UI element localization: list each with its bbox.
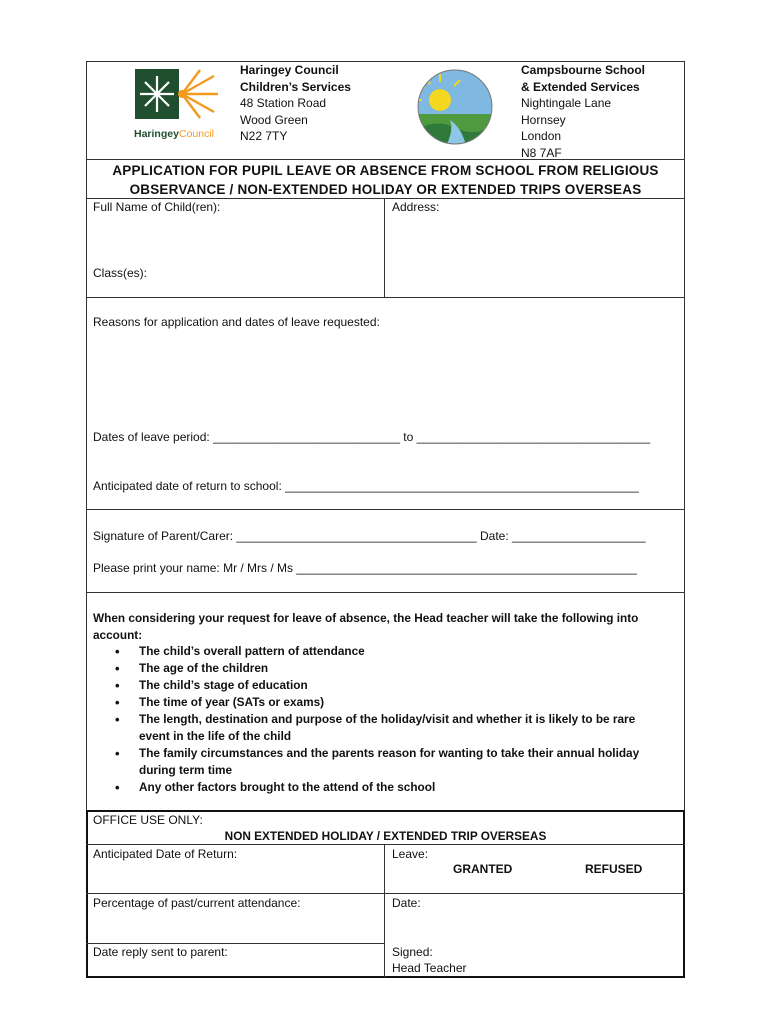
office-heading: OFFICE USE ONLY: bbox=[93, 813, 203, 827]
reasons-field[interactable] bbox=[90, 334, 680, 424]
full-name-label: Full Name of Child(ren): bbox=[93, 200, 221, 214]
council-address bbox=[240, 62, 351, 145]
leave-dates-line[interactable]: Dates of leave period: ____________________________ to ___________________________________ bbox=[93, 430, 651, 444]
full-name-field[interactable] bbox=[90, 216, 380, 262]
criteria-section bbox=[93, 610, 681, 796]
criteria-intro-line1: When considering your request for leave of absence, the Head teacher will take the following into bbox=[93, 611, 639, 625]
class-field[interactable] bbox=[150, 264, 380, 294]
school-area: Hornsey bbox=[521, 112, 566, 127]
print-name-line[interactable]: Please print your name: Mr / Mrs / Ms ___________________________________________________ bbox=[93, 561, 637, 575]
school-address bbox=[521, 62, 645, 161]
school-city: London bbox=[521, 129, 562, 143]
office-bottom-border bbox=[86, 976, 685, 978]
details-divider bbox=[86, 297, 685, 298]
office-return-label: Anticipated Date of Return: bbox=[93, 847, 238, 861]
office-signed-label: Signed: bbox=[392, 945, 433, 959]
return-date-line[interactable]: Anticipated date of return to school: _____________________________________________________ bbox=[93, 479, 639, 493]
office-date-label: Date: bbox=[392, 896, 421, 910]
school-postcode: N8 7AF bbox=[521, 145, 562, 160]
office-row1-divider bbox=[86, 893, 685, 894]
signature-divider bbox=[86, 592, 685, 593]
svg-text:Haringey: Haringey bbox=[134, 128, 179, 140]
list-item: • The age of the children bbox=[139, 660, 681, 677]
school-logo bbox=[416, 68, 494, 146]
list-item: • The length, destination and purpose of the holiday/visit and whether it is likely to be rare event in the life of the child bbox=[139, 711, 681, 745]
signature-line[interactable]: Signature of Parent/Carer: ____________________________________ Date: ____________________ bbox=[93, 529, 646, 543]
list-item: • The time of year (SATs or exams) bbox=[139, 694, 681, 711]
office-header-divider bbox=[86, 844, 685, 845]
svg-text:Council: Council bbox=[179, 128, 215, 140]
list-item: • The family circumstances and the parents reason for wanting to take their annual holiday during term time bbox=[139, 745, 681, 779]
school-name: Campsbourne School bbox=[521, 63, 646, 77]
name-address-divider bbox=[384, 198, 385, 298]
criteria-list bbox=[93, 643, 681, 796]
council-area: Wood Green bbox=[240, 112, 308, 127]
form-title bbox=[87, 161, 684, 199]
list-item: • Any other factors brought to the attend of the school bbox=[139, 779, 681, 796]
outer-right-border bbox=[684, 61, 685, 810]
office-column-divider bbox=[384, 844, 385, 977]
office-subheading: NON EXTENDED HOLIDAY / EXTENDED TRIP OVERSEAS bbox=[224, 829, 547, 843]
address-label: Address: bbox=[392, 200, 440, 214]
refused-option[interactable]: REFUSED bbox=[585, 862, 643, 876]
office-row2-divider-left bbox=[86, 943, 385, 944]
office-leave-label: Leave: bbox=[392, 847, 429, 861]
reasons-label: Reasons for application and dates of leave requested: bbox=[93, 315, 380, 329]
granted-option[interactable]: GRANTED bbox=[453, 862, 513, 876]
reasons-divider bbox=[86, 509, 685, 510]
school-street: Nightingale Lane bbox=[521, 96, 612, 110]
form-title-line1: APPLICATION FOR PUPIL LEAVE OR ABSENCE FROM SCHOOL FROM RELIGIOUS bbox=[112, 163, 659, 178]
logo-sun-rays-icon bbox=[182, 70, 218, 118]
office-top-border bbox=[86, 810, 685, 812]
class-label: Class(es): bbox=[93, 266, 148, 280]
council-street: 48 Station Road bbox=[240, 96, 327, 110]
criteria-intro-line2: account: bbox=[93, 627, 143, 642]
form-title-line2: OBSERVANCE / NON-EXTENDED HOLIDAY OR EXTENDED TRIPS OVERSEAS bbox=[129, 182, 642, 197]
council-postcode: N22 7TY bbox=[240, 129, 288, 143]
address-field[interactable] bbox=[388, 216, 680, 294]
office-attendance-label: Percentage of past/current attendance: bbox=[93, 896, 301, 910]
council-dept: Children’s Services bbox=[240, 79, 351, 94]
list-item: • The child’s overall pattern of attendance bbox=[139, 643, 681, 660]
office-reply-label: Date reply sent to parent: bbox=[93, 945, 228, 959]
office-head-teacher-label: Head Teacher bbox=[392, 961, 467, 975]
school-subtitle: & Extended Services bbox=[521, 79, 640, 94]
council-name: Haringey Council bbox=[240, 63, 339, 77]
list-item: • The child’s stage of education bbox=[139, 677, 681, 694]
haringey-logo bbox=[130, 66, 222, 144]
